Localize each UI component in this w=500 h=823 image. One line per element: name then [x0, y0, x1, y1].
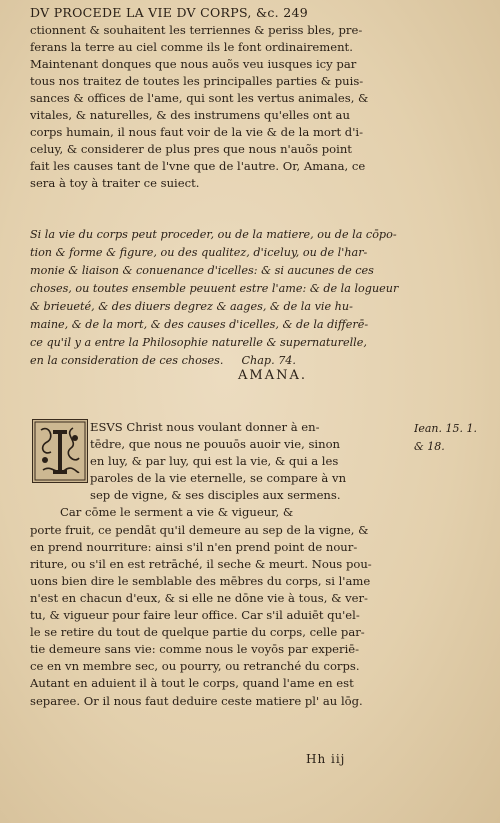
text-line: ESVS Christ nous voulant donner à en- [90, 420, 320, 434]
text-line: Car cōme le serment a vie & vigueur, & [60, 505, 294, 520]
signature-mark: Hh iij [306, 752, 346, 766]
chapter-summary [30, 226, 405, 370]
margin-note-line: Iean. 15. 1. [414, 422, 477, 435]
body-text-main [30, 419, 405, 710]
text-line: tēdre, que nous ne pouuōs auoir vie, sinon [90, 437, 341, 452]
running-head-text: DV PROCEDE LA VIE DV CORPS, &c. 249 [30, 5, 308, 20]
summary-line: & brieueté, & des diuers degrez & aages, & de la vie hu- [30, 300, 353, 313]
speaker-heading: AMANA. [238, 368, 307, 383]
chapter-number: Chap. 74. [241, 354, 296, 367]
text-line: paroles de la vie eternelle, se compare à vn [90, 471, 347, 486]
text-line: sera à toy à traiter ce suiect. [30, 176, 200, 190]
margin-note [414, 420, 477, 456]
text-line: uons bien dire le semblable des mēbres du corps, si l'ame [30, 573, 371, 588]
text-line: tu, & vigueur pour faire leur office. Car s'il aduiēt qu'el- [30, 608, 360, 623]
summary-line: Si la vie du corps peut proceder, ou de la matiere, ou de la cōpo- [30, 228, 397, 241]
text-line: ferans la terre au ciel comme ils le font ordinairement. [30, 40, 353, 54]
text-line: n'est en chacun d'eux, & si elle ne dōne vie à tous, & ver- [30, 590, 368, 605]
running-head [30, 4, 405, 22]
text-line: sances & offices de l'ame, qui sont les vertus animales, & [30, 91, 369, 105]
summary-line: maine, & de la mort, & des causes d'icelles, & de la differē- [30, 318, 369, 331]
text-line: fait les causes tant de l'vne que de l'autre. Or, Amana, ce [30, 159, 366, 173]
text-line: vitales, & naturelles, & des instrumens qu'elles ont au [30, 108, 350, 122]
text-line: tie demeure sans vie: comme nous le voyōs par experiē- [30, 642, 360, 657]
text-line: Autant en aduient il à tout le corps, quand l'ame en est [30, 676, 354, 691]
text-line: ctionnent & souhaitent les terriennes & periss bles, pre- [30, 23, 363, 37]
summary-line [30, 352, 405, 370]
summary-line: monie & liaison & conuenance d'icelles: & si aucunes de ces [30, 264, 374, 277]
summary-last-text: en la consideration de ces choses. [30, 354, 224, 367]
summary-line: choses, ou toutes ensemble peuuent estre l'ame: & de la logueur [30, 282, 399, 295]
text-line: en prend nourriture: ainsi s'il n'en prend point de nour- [30, 539, 358, 554]
text-line: celuy, & considerer de plus pres que nous n'auõs point [30, 142, 352, 156]
text-line: separee. Or il nous faut deduire ceste matiere pl' au lōg. [30, 693, 363, 708]
text-line: ce en vn membre sec, ou pourry, ou retranché du corps. [30, 659, 360, 674]
text-line: en luy, & par luy, qui est la vie, & qui a les [90, 454, 339, 469]
text-line: porte fruit, ce pendāt qu'il demeure au sep de la vigne, & [30, 522, 369, 537]
summary-line: tion & forme & figure, ou des qualitez, d'iceluy, ou de l'har- [30, 246, 368, 259]
text-line: corps humain, il nous faut voir de la vie & de la mort d'i- [30, 125, 364, 139]
text-line: sep de vigne, & ses disciples aux sermens. [90, 488, 341, 503]
margin-note-line: & 18. [414, 440, 445, 453]
text-line: le se retire du tout de quelque partie du corps, celle par- [30, 625, 365, 640]
body-text-top [30, 22, 405, 192]
text-line: tous nos traitez de toutes les principalles parties & puis- [30, 74, 364, 88]
summary-line: ce qu'il y a entre la Philosophie naturelle & supernaturelle, [30, 336, 367, 349]
text-line: Maintenant donques que nous auõs veu iusques icy par [30, 57, 357, 71]
text-line: riture, ou s'il en est retrāché, il seche & meurt. Nous pou- [30, 556, 372, 571]
